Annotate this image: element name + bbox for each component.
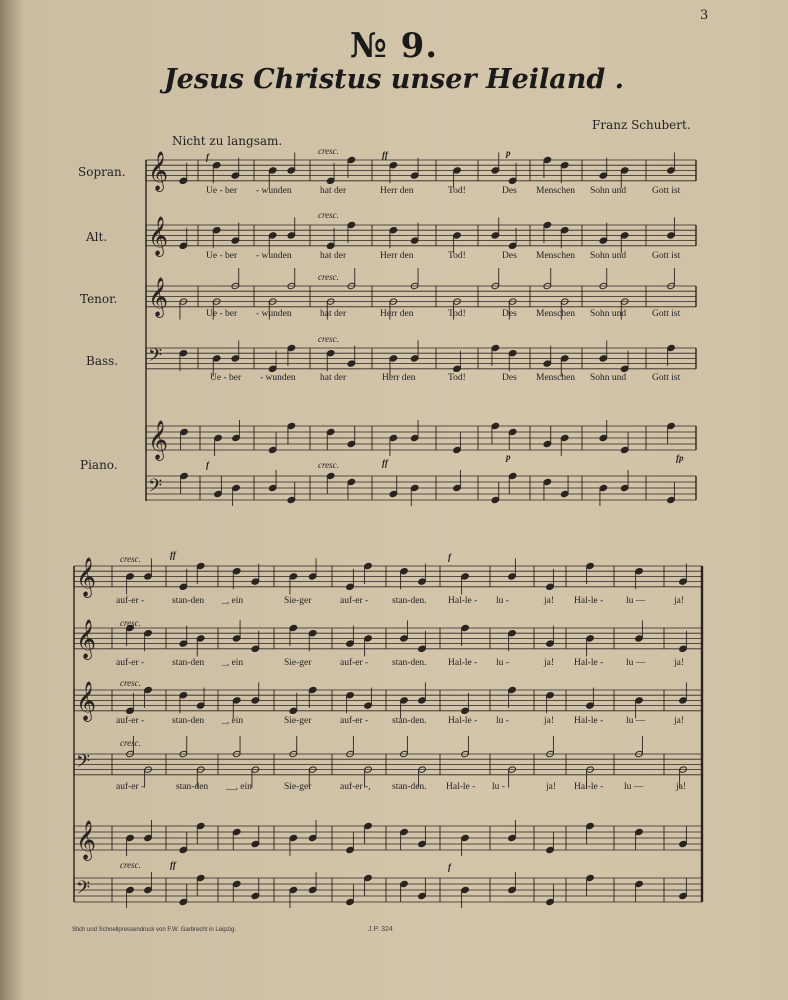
lyric: stan-den <box>172 596 205 606</box>
piece-number: № 9. <box>349 26 439 66</box>
lyric: Tod! <box>448 309 466 319</box>
lyric: lu - <box>496 716 509 726</box>
lyric: _, ein <box>222 658 244 668</box>
lyric: Sohn und <box>590 251 627 261</box>
lyric: auf-er - <box>116 596 145 606</box>
dynamic-cresc: cresc. <box>120 618 141 628</box>
tempo-marking: Nicht zu langsam. <box>172 134 283 148</box>
dynamic-cresc: cresc. <box>120 860 141 870</box>
lyric: Des <box>502 373 517 383</box>
voice-label-bass: Bass. <box>86 354 119 368</box>
lyric: stan-den. <box>392 716 427 726</box>
voice-label-alto: Alt. <box>86 230 108 244</box>
treble-clef-icon: 𝄞 <box>76 618 97 659</box>
lyric: stan-den <box>172 658 205 668</box>
lyric: Gott ist <box>652 251 681 261</box>
dynamic-f: f <box>206 460 209 470</box>
lyric: Tod! <box>448 373 466 383</box>
lyric: Gott ist <box>652 309 681 319</box>
bass-clef-icon: 𝄢 <box>76 751 91 777</box>
lyric: stan-den. <box>392 782 427 792</box>
lyric: Sohn und <box>590 373 627 383</box>
voice-label-tenor: Tenor. <box>80 292 118 306</box>
lyric: Herr den <box>380 309 414 319</box>
lyric: stan-den. <box>392 596 427 606</box>
lyric: auf-er - <box>116 658 145 668</box>
lyric: ja! <box>546 782 557 792</box>
lyric: hat der <box>320 309 347 319</box>
lyric: Ue - ber <box>206 309 238 319</box>
bass-clef-icon: 𝄢 <box>148 476 163 502</box>
lyric: - wunden <box>260 373 296 383</box>
voice-label-soprano: Sopran. <box>78 165 126 179</box>
lyric: Herr den <box>382 373 416 383</box>
treble-clef-icon: 𝄞 <box>148 276 169 317</box>
lyric: auf-er - <box>340 596 369 606</box>
dynamic-cresc: cresc. <box>318 146 339 156</box>
dynamic-cresc: cresc. <box>318 210 339 220</box>
dynamic-ff: ff <box>170 550 176 560</box>
lyric: lu — <box>626 716 646 726</box>
lyric: Des <box>502 186 517 196</box>
lyric: ja! <box>544 716 555 726</box>
lyric: lu - <box>492 782 505 792</box>
lyric: Gott ist <box>652 373 681 383</box>
lyric: Menschen <box>536 309 576 319</box>
dynamic-cresc: cresc. <box>318 460 339 470</box>
dynamic-f: f <box>206 152 209 162</box>
lyric: Ue - ber <box>210 373 242 383</box>
bass-clef-icon: 𝄢 <box>76 878 91 904</box>
lyric: Menschen <box>536 251 576 261</box>
lyric: - wunden <box>256 309 292 319</box>
treble-clef-icon: 𝄞 <box>76 820 97 861</box>
lyric: - wunden <box>256 251 292 261</box>
piece-title: Jesus Christus unser Heiland . <box>163 64 625 95</box>
lyric: __, ein <box>226 782 252 792</box>
treble-clef-icon: 𝄞 <box>148 420 169 461</box>
dynamic-ff: ff <box>382 458 388 468</box>
lyric: lu - <box>496 596 509 606</box>
dynamic-f: f <box>448 862 451 872</box>
lyric: _, ein <box>222 596 244 606</box>
dynamic-cresc: cresc. <box>120 738 141 748</box>
lyric: lu — <box>624 782 644 792</box>
lyric: Hal-le - <box>574 782 604 792</box>
lyric: Sie-ger <box>284 658 312 668</box>
lyric: Hal-le - <box>574 716 604 726</box>
lyric: Herr den <box>380 251 414 261</box>
dynamic-p: p <box>506 452 511 462</box>
composer-credit: Franz Schubert. <box>592 118 691 132</box>
dynamic-f: f <box>448 552 451 562</box>
dynamic-fp: fp <box>676 453 684 463</box>
lyric: ja! <box>676 782 687 792</box>
lyric: ja! <box>674 658 685 668</box>
lyric: ja! <box>544 658 555 668</box>
lyric: lu — <box>626 658 646 668</box>
plate-number: J.P. 324 <box>368 926 393 933</box>
dynamic-p: p <box>506 148 511 158</box>
lyric: Menschen <box>536 373 576 383</box>
lyric: hat der <box>320 186 347 196</box>
lyric: Tod! <box>448 186 466 196</box>
lyric: Hal-le - <box>448 716 478 726</box>
lyric: Hal-le - <box>446 782 476 792</box>
printer-credit: Stich und Schnellpressendruck von F.W. Garbrecht in Leipzig. <box>72 927 237 933</box>
lyric: Hal-le - <box>448 658 478 668</box>
page-number: 3 <box>700 8 709 23</box>
lyric: auf-er - <box>116 782 145 792</box>
lyric: Des <box>502 309 517 319</box>
dynamic-ff: ff <box>382 150 388 160</box>
lyric: stan-den <box>176 782 209 792</box>
voice-label-piano: Piano. <box>80 458 118 472</box>
treble-clef-icon: 𝄞 <box>148 215 169 256</box>
lyric: Sohn und <box>590 186 627 196</box>
lyric: Sie-ger <box>284 716 312 726</box>
lyric: Gott ist <box>652 186 681 196</box>
lyric: hat der <box>320 373 347 383</box>
lyric: hat der <box>320 251 347 261</box>
dynamic-ff: ff <box>170 860 176 870</box>
lyric: Sie-ger <box>284 782 312 792</box>
lyric: Herr den <box>380 186 414 196</box>
lyric: _, ein <box>222 716 244 726</box>
dynamic-cresc: cresc. <box>318 334 339 344</box>
bass-clef-icon: 𝄢 <box>148 345 163 371</box>
lyric: Sohn und <box>590 309 627 319</box>
lyric: - wunden <box>256 186 292 196</box>
lyric: Tod! <box>448 251 466 261</box>
lyric: auf-er -, <box>340 782 371 792</box>
lyric: ja! <box>674 716 685 726</box>
lyric: stan-den. <box>392 658 427 668</box>
lyric: lu - <box>496 658 509 668</box>
lyric: auf-er - <box>116 716 145 726</box>
lyric: Hal-le - <box>448 596 478 606</box>
treble-clef-icon: 𝄞 <box>76 680 97 721</box>
lyric: stan-den <box>172 716 205 726</box>
lyric: Menschen <box>536 186 576 196</box>
dynamic-cresc: cresc. <box>120 554 141 564</box>
lyric: Hal-le - <box>574 596 604 606</box>
lyric: Hal-le - <box>574 658 604 668</box>
treble-clef-icon: 𝄞 <box>148 150 169 191</box>
lyric: Ue - ber <box>206 251 238 261</box>
lyric: Des <box>502 251 517 261</box>
dynamic-cresc: cresc. <box>120 678 141 688</box>
lyric: auf-er - <box>340 658 369 668</box>
lyric: ja! <box>674 596 685 606</box>
lyric: ja! <box>544 596 555 606</box>
lyric: Ue - ber <box>206 186 238 196</box>
lyric: auf-er - <box>340 716 369 726</box>
dynamic-cresc: cresc. <box>318 272 339 282</box>
lyric: Sie-ger <box>284 596 312 606</box>
lyric: lu — <box>626 596 646 606</box>
treble-clef-icon: 𝄞 <box>76 556 97 597</box>
